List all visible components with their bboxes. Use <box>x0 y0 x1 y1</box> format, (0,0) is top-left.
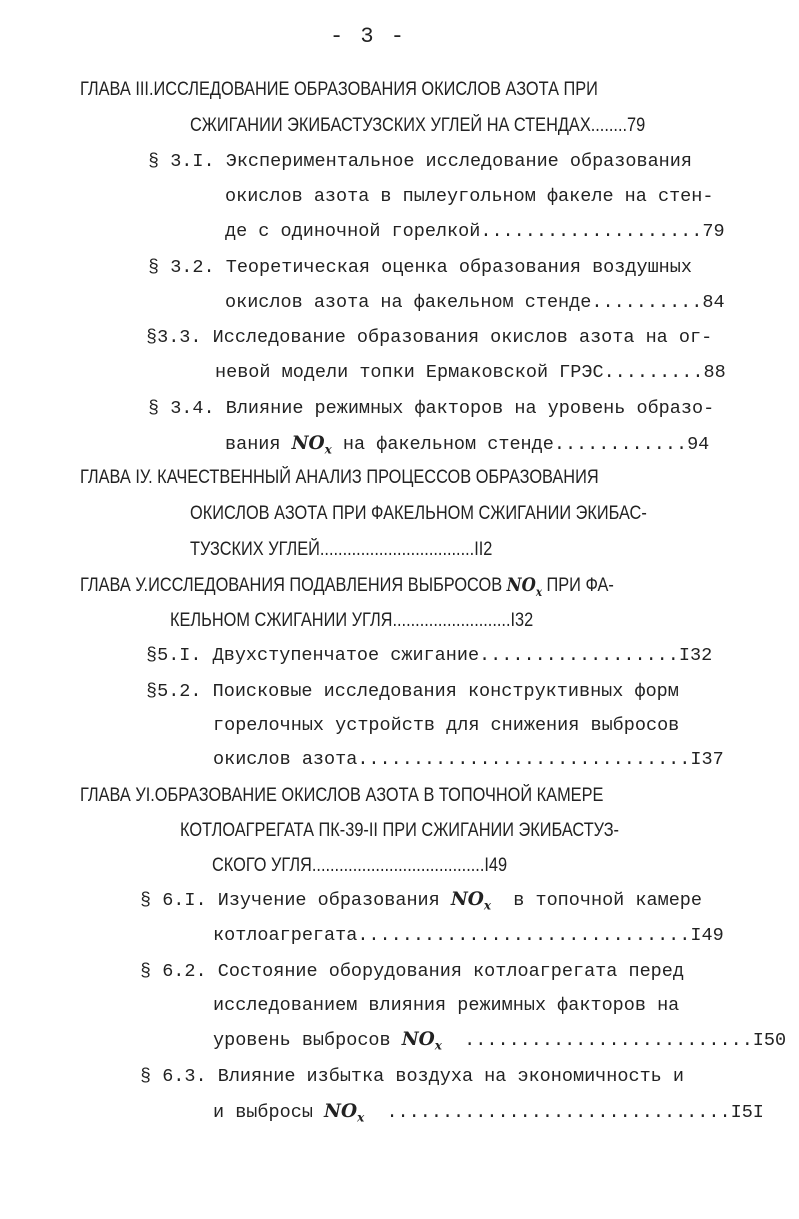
toc-section-6-3: § 6.3. Влияние избытка воздуха на экономичность и <box>140 1066 684 1087</box>
nox-formula <box>291 433 332 457</box>
toc-section-3-1-cont: окислов азота в пылеугольном факеле на стен- <box>225 186 714 207</box>
page-number: - 3 - <box>330 24 407 49</box>
toc-section-6-2: § 6.2. Состояние оборудования котлоагрегата перед <box>140 961 684 982</box>
text-fragment: ...............................I5I <box>386 1102 764 1123</box>
toc-chapter-3-title: ГЛАВА III.ИССЛЕДОВАНИЕ ОБРАЗОВАНИЯ ОКИСЛОВ АЗОТА ПРИ <box>80 79 598 100</box>
nox-formula: $NO_x$ <box>324 1101 365 1125</box>
toc-section-6-1 <box>140 888 702 918</box>
toc-chapter-4-title-cont2: ТУЗСКИХ УГЛЕЙ..................................II2 <box>190 539 493 560</box>
toc-section-6-2-cont: исследованием влияния режимных факторов на <box>213 995 680 1016</box>
toc-section-5-2-cont: горелочных устройств для снижения выбросов <box>213 715 680 736</box>
toc-section-6-2-cont2 <box>213 1028 786 1058</box>
text-fragment: ПРИ ФА- <box>546 575 614 596</box>
toc-section-5-1: §5.I. Двухступенчатое сжигание..................I32 <box>146 645 713 666</box>
text-fragment: ГЛАВА У.ИССЛЕДОВАНИЯ ПОДАВЛЕНИЯ ВЫБРОСОВ <box>80 575 503 596</box>
text-fragment: на факельном стенде............94 <box>331 434 710 455</box>
toc-section-3-1-cont2: де с одиночной горелкой....................79 <box>225 221 725 242</box>
toc-chapter-4-title-cont: ОКИСЛОВ АЗОТА ПРИ ФАКЕЛЬНОМ СЖИГАНИИ ЭКИБАС- <box>190 503 647 524</box>
formula-base: NO <box>291 433 325 454</box>
text-fragment: ..........................I50 <box>464 1030 787 1051</box>
toc-chapter-6-title-cont: КОТЛОАГРЕГАТА ПК-39-II ПРИ СЖИГАНИИ ЭКИБАСТУЗ- <box>180 820 620 841</box>
toc-section-3-4-cont <box>225 432 709 462</box>
text-fragment: уровень выбросов <box>213 1030 391 1051</box>
toc-section-3-3-cont: невой модели топки Ермаковской ГРЭС.........88 <box>215 362 726 383</box>
toc-section-3-2-cont: окислов азота на факельном стенде..........84 <box>225 292 725 313</box>
toc-section-3-2: § 3.2. Теоретическая оценка образования воздушных <box>148 257 692 278</box>
toc-section-3-4: § 3.4. Влияние режимных факторов на уровень образо- <box>148 398 715 419</box>
toc-section-5-2: §5.2. Поисковые исследования конструктивных форм <box>146 681 679 702</box>
nox-formula: $NO_x$ <box>401 1029 442 1053</box>
toc-section-3-1: § 3.I. Экспериментальное исследование образования <box>148 151 692 172</box>
toc-section-3-3: §3.3. Исследование образования окислов азота на ог- <box>146 327 713 348</box>
toc-chapter-3-title-cont: СЖИГАНИИ ЭКИБАСТУЗСКИХ УГЛЕЙ НА СТЕНДАХ........79 <box>190 115 646 136</box>
toc-section-6-1-cont: котлоагрегата..............................I49 <box>213 925 724 946</box>
toc-section-5-2-cont2: окислов азота..............................I37 <box>213 749 724 770</box>
toc-chapter-6-title: ГЛАВА УI.ОБРАЗОВАНИЕ ОКИСЛОВ АЗОТА В ТОПОЧНОЙ КАМЕРЕ <box>80 785 604 806</box>
toc-section-6-3-cont <box>213 1100 764 1130</box>
toc-chapter-5-title <box>80 573 614 604</box>
text-fragment: § 6.I. Изучение образования <box>140 890 440 911</box>
nox-formula: $NO_x$ <box>450 889 492 913</box>
formula-subscript: x <box>324 442 332 457</box>
text-fragment: вания <box>225 434 281 455</box>
toc-chapter-6-title-cont2: СКОГО УГЛЯ......................................I49 <box>212 855 508 876</box>
toc-chapter-4-title: ГЛАВА IУ. КАЧЕСТВЕННЫЙ АНАЛИЗ ПРОЦЕССОВ ОБРАЗОВАНИЯ <box>80 467 599 488</box>
text-fragment: и выбросы <box>213 1102 313 1123</box>
toc-chapter-5-title-cont: КЕЛЬНОМ СЖИГАНИИ УГЛЯ..........................I32 <box>170 610 534 631</box>
text-fragment: в топочной камере <box>513 890 702 911</box>
nox-formula: $NO_x$ <box>506 574 542 599</box>
